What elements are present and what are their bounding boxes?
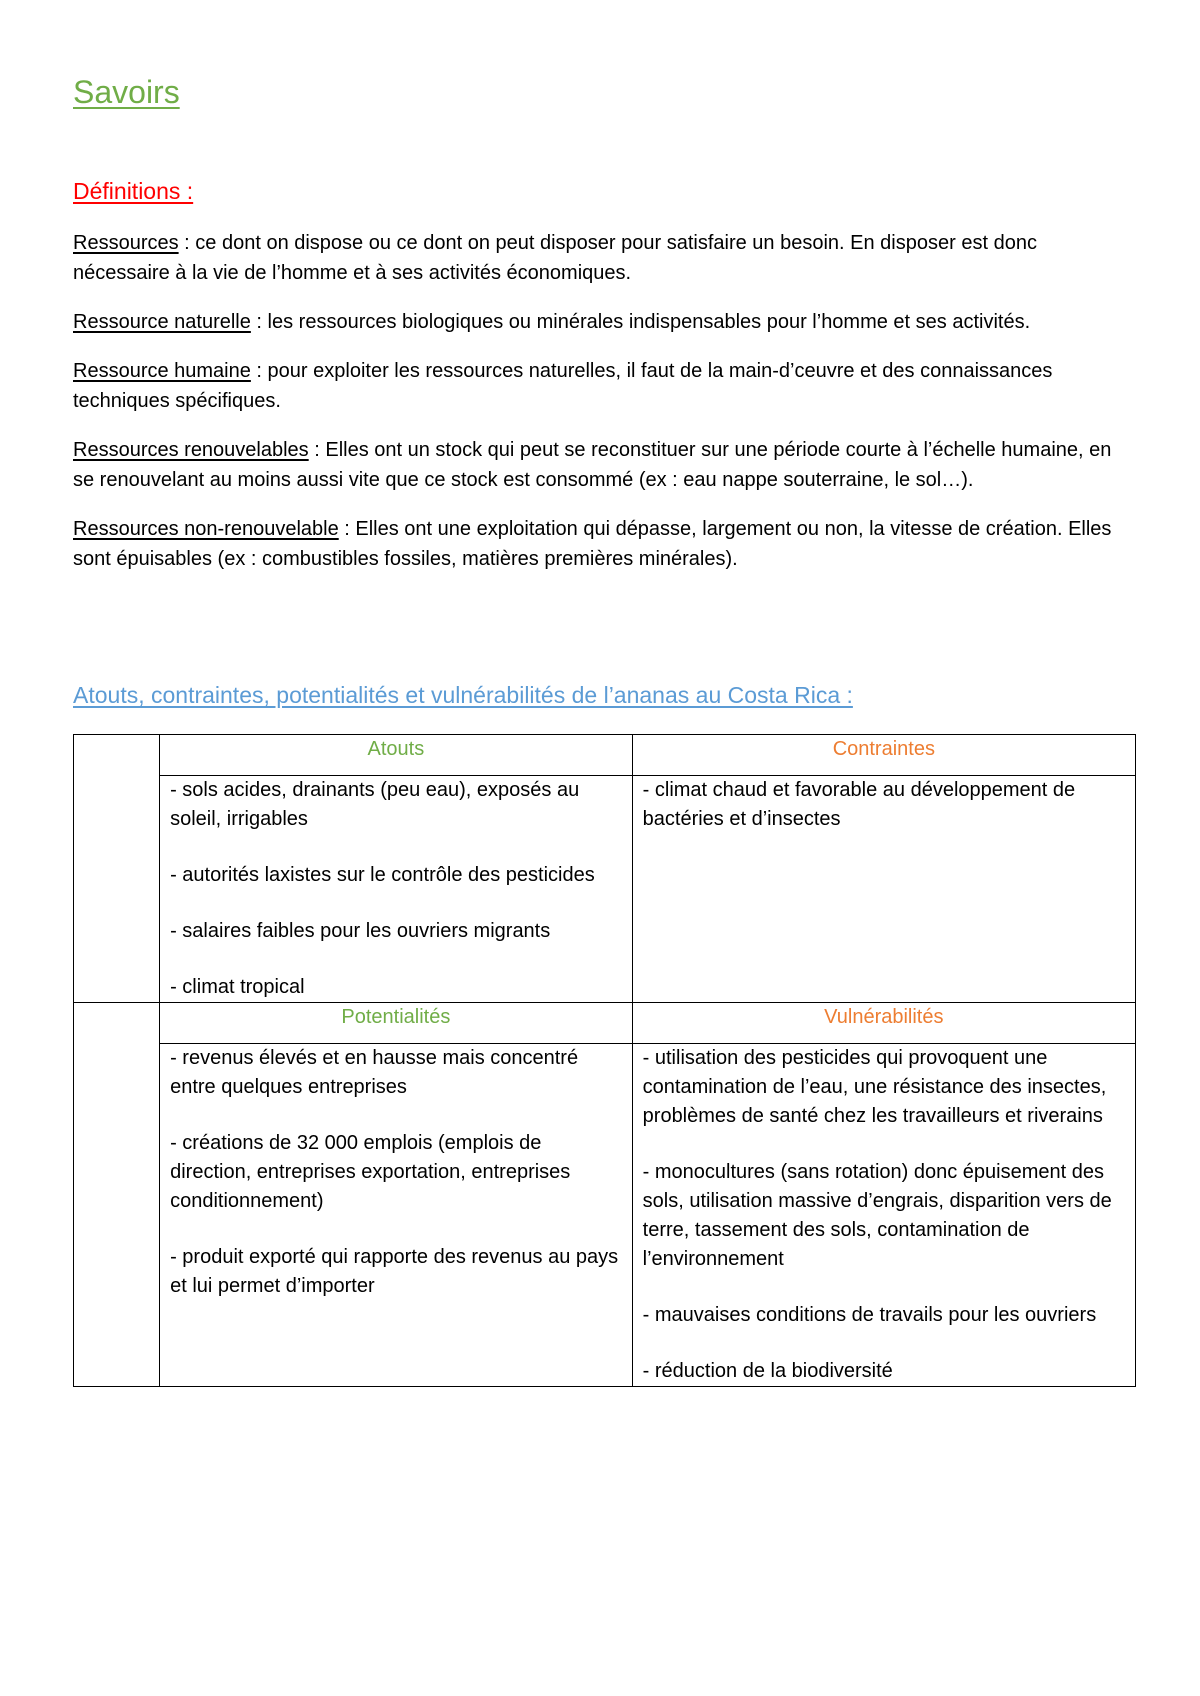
definition-text: : Elles ont un stock qui peut se reconstituer sur une période courte à l’échelle humaine, en se renouvelant au moins aussi vite que ce stock est consommé (ex : eau nappe souterraine, le sol…). [73,439,1112,491]
potentialites-cell [160,1044,633,1387]
definitions-heading: Définitions : [73,178,194,204]
list-item: - sols acides, drainants (peu eau), exposés au soleil, irrigables [170,779,580,830]
list-item: - salaires faibles pour les ouvriers migrants [170,920,551,942]
contraintes-header: Contraintes [632,735,1135,776]
list-item: - autorités laxistes sur le contrôle des pesticides [170,864,595,886]
analysis-table [73,734,1136,1387]
definition-text: : ce dont on dispose ou ce dont on peut disposer pour satisfaire un besoin. En disposer est donc nécessaire à la vie de l’homme et à ses activités économiques. [73,232,1037,284]
list-item: - climat tropical [170,976,305,998]
list-item: - produit exporté qui rapporte des revenus au pays et lui permet d’importer [170,1246,619,1297]
atouts-header: Atouts [160,735,633,776]
definition-term: Ressource humaine [73,360,251,382]
list-item: - utilisation des pesticides qui provoquent une contamination de l’eau, une résistance des insectes, problèmes de santé chez les travailleurs et riverains [642,1047,1107,1127]
list-item: - monocultures (sans rotation) donc épuisement des sols, utilisation massive d’engrais, disparition vers de terre, tassement des sols, contamination de l’environnement [642,1161,1112,1270]
definition-term: Ressources [73,232,179,254]
table-row [74,776,1136,1003]
definition-ressource-humaine [73,356,1133,416]
list-item: - réduction de la biodiversité [642,1360,893,1382]
vulnerabilites-cell [632,1044,1135,1387]
definition-term: Ressources non-renouvelable [73,518,339,540]
atouts-cell [160,776,633,1003]
contraintes-cell [632,776,1135,1003]
table-row [74,1003,1136,1044]
definition-ressource-naturelle [73,307,1133,337]
definition-text: : les ressources biologiques ou minérales indispensables pour l’homme et ses activités. [250,311,1031,333]
definition-ressources [73,228,1133,288]
definition-term: Ressource naturelle [73,311,251,333]
row-stub-cell [74,735,160,1003]
definition-ressources-non-renouvelable [73,514,1133,574]
definition-text: : pour exploiter les ressources naturelles, il faut de la main-d’ceuvre et des connaissances techniques spécifiques. [73,360,1053,412]
list-item: - créations de 32 000 emplois (emplois de direction, entreprises exportation, entreprises conditionnement) [170,1132,571,1212]
table-row [74,1044,1136,1387]
potentialites-header: Potentialités [160,1003,633,1044]
definition-text: : Elles ont une exploitation qui dépasse, largement ou non, la vitesse de création. Elles sont épuisables (ex : combustibles fossiles, matières premières minérales). [73,518,1112,570]
row-stub-cell [74,1003,160,1387]
table-row [74,735,1136,776]
section-heading: Atouts, contraintes, potentialités et vulnérabilités de l’ananas au Costa Rica : [73,682,853,708]
definition-term: Ressources renouvelables [73,439,309,461]
page-title: Savoirs [73,74,180,110]
list-item: - revenus élevés et en hausse mais concentré entre quelques entreprises [170,1047,579,1098]
definitions-list [73,228,1133,593]
vulnerabilites-header: Vulnérabilités [632,1003,1135,1044]
list-item: - climat chaud et favorable au développement de bactéries et d’insectes [642,779,1076,830]
list-item: - mauvaises conditions de travails pour les ouvriers [642,1304,1097,1326]
definition-ressources-renouvelables [73,435,1133,495]
